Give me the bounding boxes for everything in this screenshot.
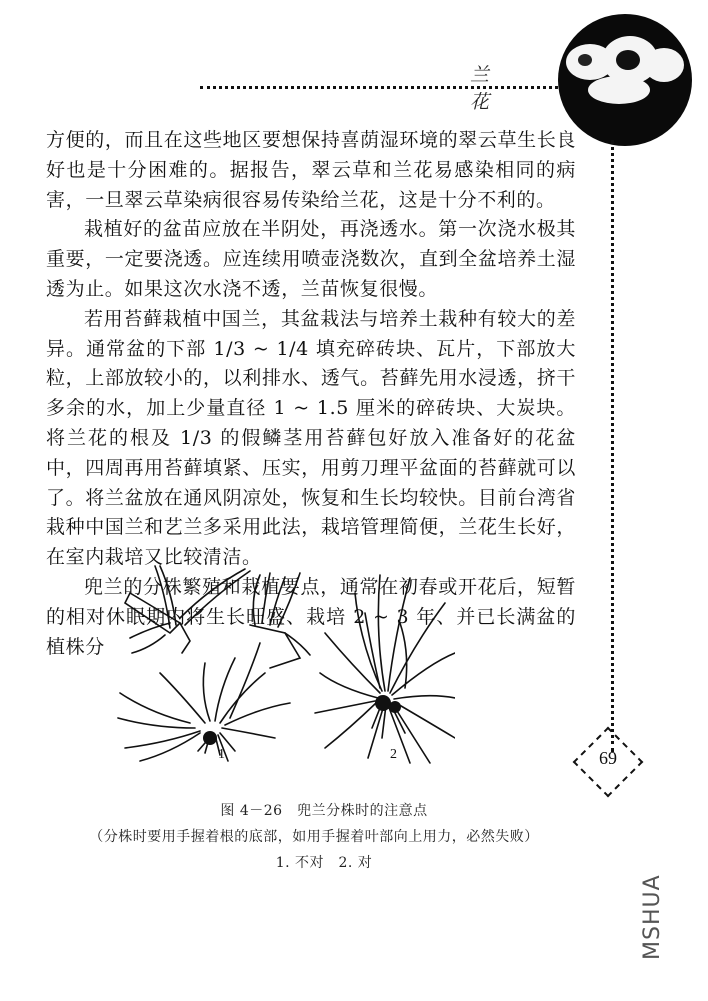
figure-caption-note: （分株时要用手握着根的底部，如用手握着叶部向上用力，必然失败） — [89, 829, 539, 845]
orchid-plant-drawing-icon — [110, 563, 455, 768]
page-number: 69 — [599, 748, 617, 768]
figure-caption-title: 图 4－26 兜兰分株时的注意点 — [220, 803, 428, 819]
figure-label-1: 1 — [218, 747, 225, 762]
watermark: MSHUA — [640, 874, 665, 960]
running-title: 兰 花 — [470, 64, 512, 113]
figure-label-2: 2 — [390, 747, 397, 762]
paragraph: 栽植好的盆苗应放在半阴处，再浇透水。第一次浇水极其重要，一定要浇透。应连续用喷壶浇数次，直到全盆培养土湿透为止。如果这次水浇不透，兰苗恢复很慢。 — [46, 218, 576, 300]
margin-dotted-rule — [611, 140, 614, 752]
paragraph: 兜兰的分株繁殖和栽植要点，通常在初春或开花后，短暂的相对休眠期内将生长旺盛、栽培 2 ~ 3 年、并已长满盆的植株分 — [46, 575, 576, 658]
header-dotted-rule — [200, 86, 558, 89]
figure-caption-legend: 1. 不对 2. 对 — [275, 855, 373, 871]
paragraph: 若用苔藓栽植中国兰，其盆栽法与培养土栽种有较大的差异。通常盆的下部 1/3 ~ 1/4 填充碎砖块、瓦片，下部放大粒，上部放较小的，以利排水、透气。苔藓先用水浸透，挤干多余的水，加上少量直径 1 ~ 1.5 厘米的碎砖块、大炭块。将兰花的根及 1/3 的假鳞茎用苔藓包好放入准备好的花盆中，四周再用苔藓填紧、压实，用剪刀理平盆面的苔藓就可以了。将兰盆放在通风阴凉处，恢复和生长均较快。目前台湾省栽种中国兰和艺兰多采用此法，栽培管理简便，兰花生长好，在室内栽培又比较清洁。 — [46, 307, 576, 569]
paragraph: 方便的，而且在这些地区要想保持喜荫湿环境的翠云草生长良好也是十分困难的。据报告，翠云草和兰花易感染相同的病害，一旦翠云草染病很容易传染给兰花，这是十分不利的。 — [46, 129, 576, 211]
flower-photo-circle-icon — [558, 14, 692, 146]
orchid-division-illustration — [110, 563, 455, 768]
